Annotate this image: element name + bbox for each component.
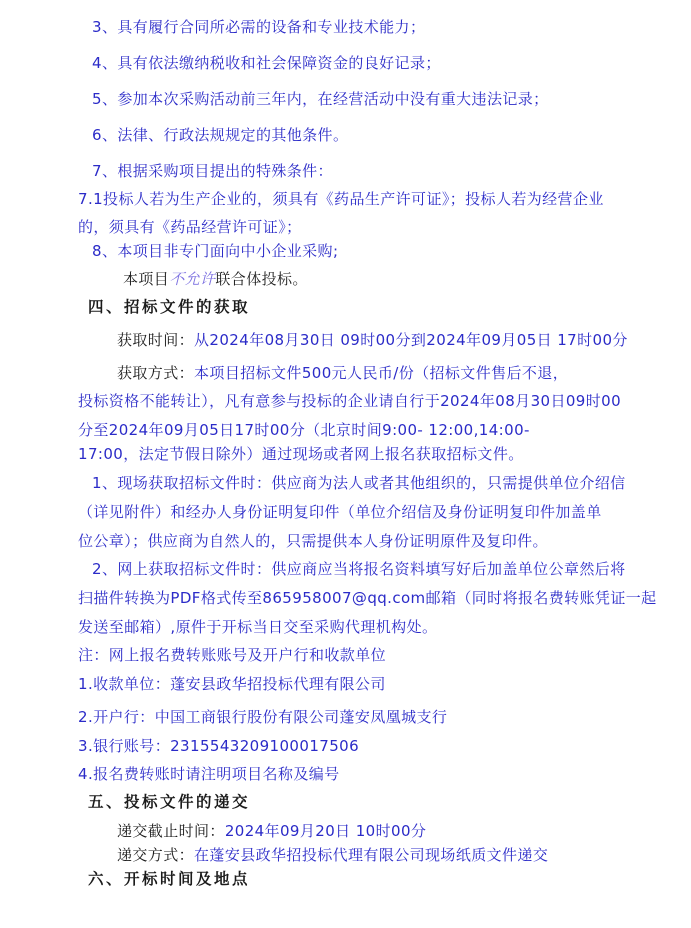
- text-run: 获取时间：: [117, 331, 195, 349]
- document-line: [123, 269, 691, 289]
- text-run: 2.开户行：中国工商银行股份有限公司蓬安凤凰城支行: [78, 708, 448, 726]
- text-run: 分至2024年09月05日17时00分（北京时间9:00- 12:00,14:00-: [78, 421, 530, 439]
- text-run: 从2024年08月30日 09时00分到2024年09月05日 17时00分: [194, 331, 628, 349]
- text-run: 8、本项目非专门面向中小企业采购;: [92, 242, 339, 260]
- text-run: 4、具有依法缴纳税收和社会保障资金的良好记录；: [92, 54, 441, 72]
- text-run: 1、现场获取招标文件时：供应商为法人或者其他组织的，只需提供单位介绍信: [92, 474, 626, 492]
- document-line: [117, 821, 691, 841]
- text-run: 7.1投标人若为生产企业的，须具有《药品生产许可证》；投标人若为经营企业: [78, 190, 604, 208]
- text-run: 5、参加本次采购活动前三年内，在经营活动中没有重大违法记录；: [92, 90, 549, 108]
- text-run: 2、网上获取招标文件时：供应商应当将报名资料填写好后加盖单位公章然后将: [92, 560, 626, 578]
- text-run: 在蓬安县政华招投标代理有限公司现场纸质文件递交: [194, 846, 549, 864]
- text-run: 6、法律、行政法规规定的其他条件。: [92, 126, 349, 144]
- text-run: 本项目招标文件500元人民币/份（招标文件售后不退，: [194, 364, 569, 382]
- text-run: 递交截止时间：: [117, 822, 225, 840]
- section-heading: [88, 792, 691, 812]
- document-line: [92, 53, 691, 73]
- text-run: 发送至邮箱）,原件于开标当日交至采购代理机构处。: [78, 618, 438, 636]
- document-line: [117, 363, 691, 383]
- document-line: [78, 764, 691, 784]
- document-line: [78, 617, 691, 637]
- document-line: [92, 241, 691, 261]
- section-heading: [88, 869, 691, 889]
- text-run: 3.银行账号：2315543209100017506: [78, 737, 360, 755]
- text-run: 7、根据采购项目提出的特殊条件：: [92, 162, 333, 180]
- text-run: 递交方式：: [117, 846, 195, 864]
- document-line: [92, 559, 691, 579]
- document-line: [78, 420, 691, 440]
- text-run: 五、投标文件的递交: [88, 793, 251, 811]
- document-line: [92, 473, 691, 493]
- text-run: 注：网上报名费转账账号及开户行和收款单位: [78, 646, 387, 664]
- text-run: 六、开标时间及地点: [88, 870, 251, 888]
- document-line: [78, 444, 691, 464]
- document-line: [117, 330, 691, 350]
- text-run: 联合体投标。: [215, 270, 308, 288]
- document-line: [92, 125, 691, 145]
- section-heading: [88, 297, 691, 317]
- document-line: [78, 189, 691, 209]
- document-line: [92, 17, 691, 37]
- text-run: （详见附件）和经办人身份证明复印件（单位介绍信及身份证明复印件加盖单: [78, 503, 602, 521]
- text-run: 获取方式：: [117, 364, 195, 382]
- document-line: [92, 89, 691, 109]
- document-line: [78, 502, 691, 522]
- text-run: 3、具有履行合同所必需的设备和专业技术能力；: [92, 18, 426, 36]
- text-run: 四、招标文件的获取: [88, 298, 251, 316]
- document-line: [117, 845, 691, 865]
- text-run: 的，须具有《药品经营许可证》；: [78, 218, 302, 236]
- text-run: 扫描件转换为PDF格式传至865958007@qq.com邮箱（同时将报名费转账凭证一起: [78, 589, 657, 607]
- document-line: [78, 674, 691, 694]
- document-line: [78, 391, 691, 411]
- text-run: 4.报名费转账时请注明项目名称及编号: [78, 765, 340, 783]
- text-run: 2024年09月20日 10时00分: [224, 822, 427, 840]
- text-run: 本项目: [123, 270, 170, 288]
- document-line: [92, 161, 691, 181]
- text-run: 17:00，法定节假日除外）通过现场或者网上报名获取招标文件。: [78, 445, 524, 463]
- document-line: [78, 736, 691, 756]
- document-line: [78, 588, 691, 608]
- text-run: 1.收款单位：蓬安县政华招投标代理有限公司: [78, 675, 386, 693]
- document-line: [78, 217, 691, 237]
- text-run: 位公章）；供应商为自然人的，只需提供本人身份证明原件及复印件。: [78, 532, 548, 550]
- document-line: [78, 707, 691, 727]
- document-line: [78, 645, 691, 665]
- text-run: 投标资格不能转让），凡有意参与投标的企业请自行于2024年08月30日09时00: [78, 392, 622, 410]
- text-run: 不允许: [169, 270, 216, 288]
- document-line: [78, 531, 691, 551]
